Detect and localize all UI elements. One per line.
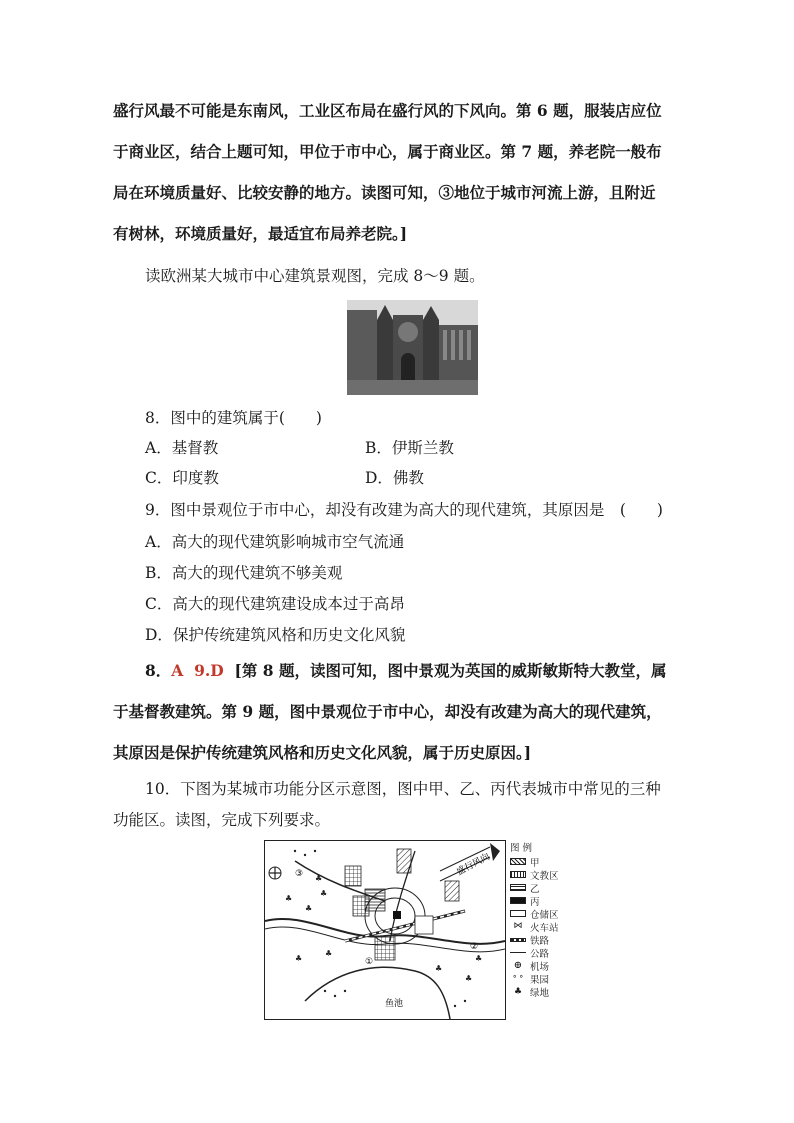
answer-label: 8．	[145, 661, 172, 680]
point-2-label: ②	[470, 942, 479, 952]
answer-89-explain-1: [第 8 题，读图可知，图中景观为英国的威斯敏斯特大教堂，属	[234, 661, 667, 680]
svg-text:♣: ♣	[435, 964, 443, 973]
svg-text:♣: ♣	[295, 954, 303, 963]
railway-icon	[510, 938, 526, 942]
q8-option-b: B．伊斯兰教	[365, 439, 454, 457]
legend-item: 文教区	[510, 868, 600, 881]
orchard-icon: ° °	[512, 974, 524, 983]
q8-option-d: D．佛教	[365, 469, 424, 487]
q8-option-a: A．基督教	[145, 439, 219, 457]
legend-item: 乙	[510, 881, 600, 894]
road-icon	[510, 952, 526, 953]
answer-line-2: 于商业区，结合上题可知，甲位于市中心，属于商业区。第 7 题，养老院一般布	[113, 142, 662, 161]
greenland-icon: ♣	[513, 986, 523, 997]
q9-option-b: B．高大的现代建筑不够美观	[145, 564, 343, 582]
point-3-label: ③	[295, 869, 304, 879]
svg-text:♣: ♣	[315, 874, 323, 883]
answer-9: 9.D	[194, 661, 224, 680]
legend-item: ♣ 绿地	[510, 985, 600, 998]
answer-8: A	[171, 661, 184, 680]
svg-text:♣: ♣	[320, 889, 328, 898]
grid-swatch	[510, 871, 526, 878]
city-zoning-map	[264, 840, 506, 1020]
legend-title: 图 例	[510, 842, 533, 854]
legend-item: ⊕ 机场	[510, 959, 600, 972]
q8-stem: 8．图中的建筑属于( )	[145, 409, 322, 427]
answer-89-line-3: 其原因是保护传统建筑风格和历史文化风貌，属于历史原因。]	[113, 743, 532, 762]
answer-89-line-2: 于基督教建筑。第 9 题，图中景观位于市中心，却没有改建为高大的现代建筑，	[113, 702, 662, 721]
legend-item: 公路	[510, 946, 600, 959]
hatch-swatch	[510, 858, 526, 865]
blank-swatch	[510, 910, 526, 917]
svg-text:♣: ♣	[325, 949, 333, 958]
point-1-label: ①	[365, 957, 374, 967]
legend-item: ⋈ 火车站	[510, 920, 600, 933]
station-icon: ⋈	[513, 921, 523, 931]
svg-text:♣: ♣	[475, 954, 483, 963]
wind-direction-label: 盛行风向	[455, 852, 492, 878]
legend-item: 丙	[510, 894, 600, 907]
q9-option-d: D．保护传统建筑风格和历史文化风貌	[145, 626, 406, 644]
cathedral-photo	[347, 300, 478, 395]
fishpond-label: 鱼池	[385, 999, 404, 1009]
q10-line-1: 10．下图为某城市功能分区示意图，图中甲、乙、丙代表城市中常见的三种	[145, 780, 661, 798]
answer-line-3: 局在环境质量好、比较安静的地方。读图可知，③地位于城市河流上游，且附近	[113, 183, 656, 202]
lines-swatch	[510, 884, 526, 891]
svg-text:♣: ♣	[305, 904, 313, 913]
q10-line-2: 功能区。读图，完成下列要求。	[113, 811, 331, 829]
airport-icon: ⊕	[513, 960, 523, 971]
answer-89-line-1	[145, 660, 666, 682]
q9-option-a: A．高大的现代建筑影响城市空气流通	[145, 533, 405, 551]
q8-option-c: C．印度教	[145, 469, 219, 487]
legend-item: 甲	[510, 855, 600, 868]
answer-line-4: 有树林，环境质量好，最适宜布局养老院。]	[113, 224, 408, 243]
legend-item: ° ° 果园	[510, 972, 600, 985]
answer-line-1: 盛行风最不可能是东南风，工业区布局在盛行风的下风向。第 6 题，服装店应位	[113, 101, 662, 120]
solid-swatch	[510, 897, 526, 904]
svg-text:♣: ♣	[285, 894, 293, 903]
legend-item: 仓储区	[510, 907, 600, 920]
map-legend	[510, 840, 600, 998]
q9-stem: 9．图中景观位于市中心，却没有改建为高大的现代建筑，其原因是 ( )	[145, 501, 663, 519]
q9-option-c: C．高大的现代建筑建设成本过于高昂	[145, 595, 405, 613]
intro-text: 读欧洲某大城市中心建筑景观图，完成 8～9 题。	[145, 267, 485, 285]
svg-text:♣: ♣	[465, 974, 473, 983]
legend-item: 铁路	[510, 933, 600, 946]
